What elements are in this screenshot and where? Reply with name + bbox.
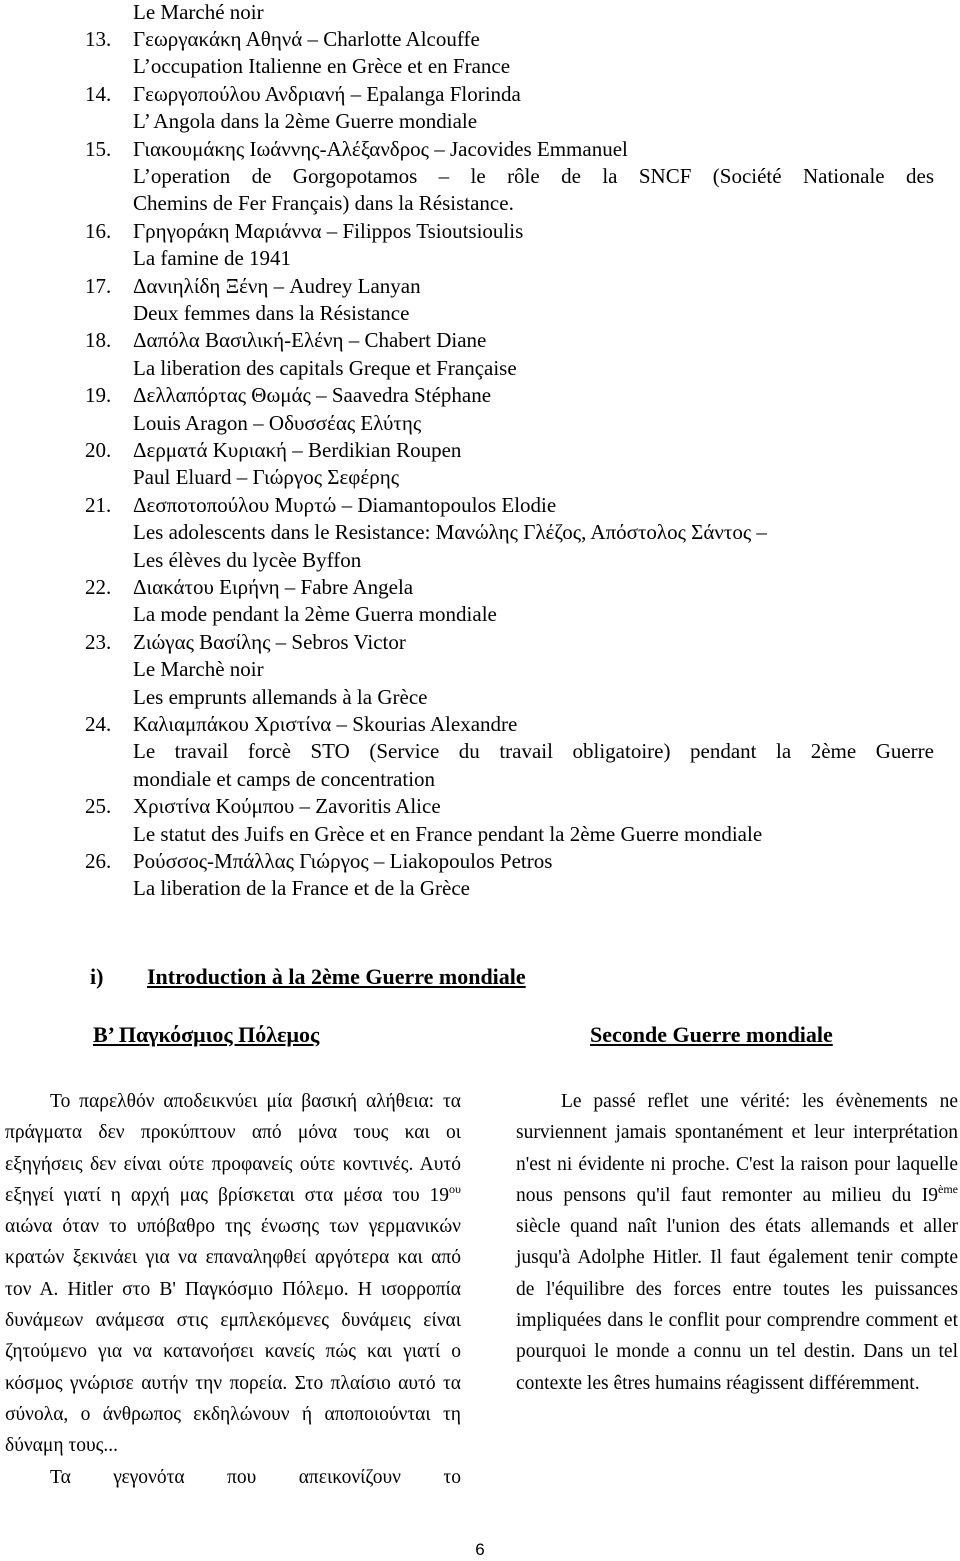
list-item-number: 21. <box>85 492 112 517</box>
list-item-topic: La mode pendant la 2ème Guerra mondiale <box>133 602 497 627</box>
list-item-topic: Les élèves du lycèe Byffon <box>133 547 362 572</box>
list-item-number: 25. <box>85 794 112 819</box>
list-item-names: Ζιώγας Βασίλης – Sebros Victor <box>133 629 406 654</box>
list-item-topic: La liberation des capitals Greque et Française <box>133 355 517 380</box>
list-continuation-line: Le Marché noir <box>133 0 264 24</box>
list-item-number: 16. <box>85 218 112 243</box>
list-item-names: Δελλαπόρτας Θωμάς – Saavedra Stéphane <box>133 383 492 408</box>
list-item-names: Ρούσσος-Μπάλλας Γιώργος – Liakopoulos Petros <box>133 849 553 873</box>
list-item-topic: mondiale et camps de concentration <box>133 766 436 791</box>
french-paragraph <box>516 1086 958 1399</box>
list-item-topic: L’occupation Italienne en Grèce et en France <box>133 54 511 79</box>
greek-text-cont: αιώνα όταν το υπόβαθρο της ένωσης των γερμανικών κρατών ξεκινάει για να επαναληφθεί αργότερα και από τον Α. Hitler στο Β' Παγκόσμιο Πόλεμο. Η ισορροπία δυνάμεων ανάμεσα στις εμπλεκόμενες δυνάμεις είναι ζητούμενο για να κατανοήσει κανείς πώς και γιατί ο κόσμος γνώρισε αυτήν την πορεία. Στο πλαίσιο αυτό τα σύνολα, ο άνθρωπος εκδηλώνουν ή αποποιούνται τη δύναμη τους... <box>5 1216 461 1457</box>
list-item-number: 22. <box>85 575 112 599</box>
list-item-number: 23. <box>85 629 112 654</box>
greek-column-heading: Β’ Παγκόσμιος Πόλεμος <box>93 1022 320 1047</box>
superscript: ème <box>938 1181 958 1196</box>
page-number: 6 <box>475 1540 485 1559</box>
list-item-topic: La liberation de la France et de la Grèce <box>133 876 470 901</box>
list-item-names: Δανιηλίδη Ξένη – Audrey Lanyan <box>133 273 421 298</box>
list-item-names: Χριστίνα Κούμπου – Zavoritis Alice <box>133 794 441 819</box>
list-item-topic: Les emprunts allemands à la Grèce <box>133 684 428 709</box>
list-item-number: 13. <box>85 27 112 51</box>
list-item-topic: La famine de 1941 <box>133 246 292 271</box>
list-item-names: Γρηγοράκη Μαριάννα – Filippos Tsioutsioulis <box>133 218 524 243</box>
list-item-topic: L’operation de Gorgopotamos – le rôle de la SNCF (Société Nationale des <box>133 164 934 188</box>
list-item-number: 26. <box>85 849 112 873</box>
list-item-topic: Louis Aragon – Οδυσσέας Ελύτης <box>133 410 422 435</box>
list-item-names: Δερματά Κυριακή – Berdikian Roupen <box>133 438 462 462</box>
list-item-topic: L’ Angola dans la 2ème Guerre mondiale <box>133 109 478 134</box>
list-item-topic: Le statut des Juifs en Grèce et en France pendant la 2ème Guerre mondiale <box>133 821 763 846</box>
list-item-names: Γιακουμάκης Ιωάννης-Αλέξανδρος – Jacovides Emmanuel <box>133 136 628 161</box>
list-item-names: Διακάτου Ειρήνη – Fabre Angela <box>133 575 414 599</box>
french-column <box>516 1086 958 1399</box>
section-label: i) <box>90 964 104 989</box>
list-item-number: 15. <box>85 136 112 161</box>
list-item-topic: Les adolescents dans le Resistance: Μανώλης Γλέζος, Απόστολος Σάντος – <box>133 520 767 545</box>
list-item-number: 20. <box>85 438 112 462</box>
list-item-number: 17. <box>85 273 112 298</box>
greek-text: Το παρελθόν αποδεικνύει μία βασική αλήθεια: τα πράγματα δεν προκύπτουν από μόνα τους και οι εξηγήσεις δεν είναι ούτε προφανείς ούτε κοντινές. Αυτό εξηγεί γιατί η αρχή μας βρίσκεται στα μέσα του 19 <box>5 1091 461 1206</box>
list-item-names: Δεσποτοπούλου Μυρτώ – Diamantopoulos Elodie <box>133 492 557 517</box>
list-item-names: Καλιαμπάκου Χριστίνα – Skourias Alexandre <box>133 712 518 736</box>
list-item-number: 19. <box>85 383 112 408</box>
french-column-heading: Seconde Guerre mondiale <box>590 1022 833 1047</box>
list-item-names: Γεωργακάκη Αθηνά – Charlotte Alcouffe <box>133 27 480 51</box>
greek-paragraph-2: Τα γεγονότα που απεικονίζουν το <box>50 1466 461 1488</box>
list-item-names: Γεωργοπούλου Ανδριανή – Epalanga Florinda <box>133 81 521 106</box>
list-item-names: Δαπόλα Βασιλική-Ελένη – Chabert Diane <box>133 328 487 353</box>
french-text: Le passé reflet une vérité: les évènements ne surviennent jamais spontanément et leur interprétation n'est ni évidente ni proche. C'est la raison pour laquelle nous pensons qu'il faut remonter au milieu du I9 <box>516 1091 958 1206</box>
list-item-number: 14. <box>85 81 112 106</box>
list-item-topic: Paul Eluard – Γιώργος Σεφέρης <box>133 465 400 490</box>
section-heading <box>90 962 526 992</box>
superscript: ου <box>449 1181 461 1196</box>
list-item-topic: Chemins de Fer Français) dans la Résistance. <box>133 191 514 216</box>
french-text-cont: siècle quand naît l'union des états allemands et aller jusqu'à Adolphe Hitler. Il faut également tenir compte de l'équilibre des forces entre toutes les puissances impliquées dans le conflit pour comprendre comment et pourquoi le monde a connu un tel destin. Dans un tel contexte les êtres humains réagissent différemment. <box>516 1216 958 1394</box>
list-item-topic: Le travail forcè STO (Service du travail obligatoire) pendant la 2ème Guerre <box>133 739 934 764</box>
section-title: Introduction à la 2ème Guerre mondiale <box>147 964 526 989</box>
list-item-number: 18. <box>85 328 112 353</box>
list-item-topic: Le Marchè noir <box>133 657 264 682</box>
list-item-number: 24. <box>85 712 112 736</box>
greek-paragraph <box>5 1086 461 1462</box>
greek-column <box>5 1086 461 1493</box>
list-item-topic: Deux femmes dans la Résistance <box>133 301 410 325</box>
